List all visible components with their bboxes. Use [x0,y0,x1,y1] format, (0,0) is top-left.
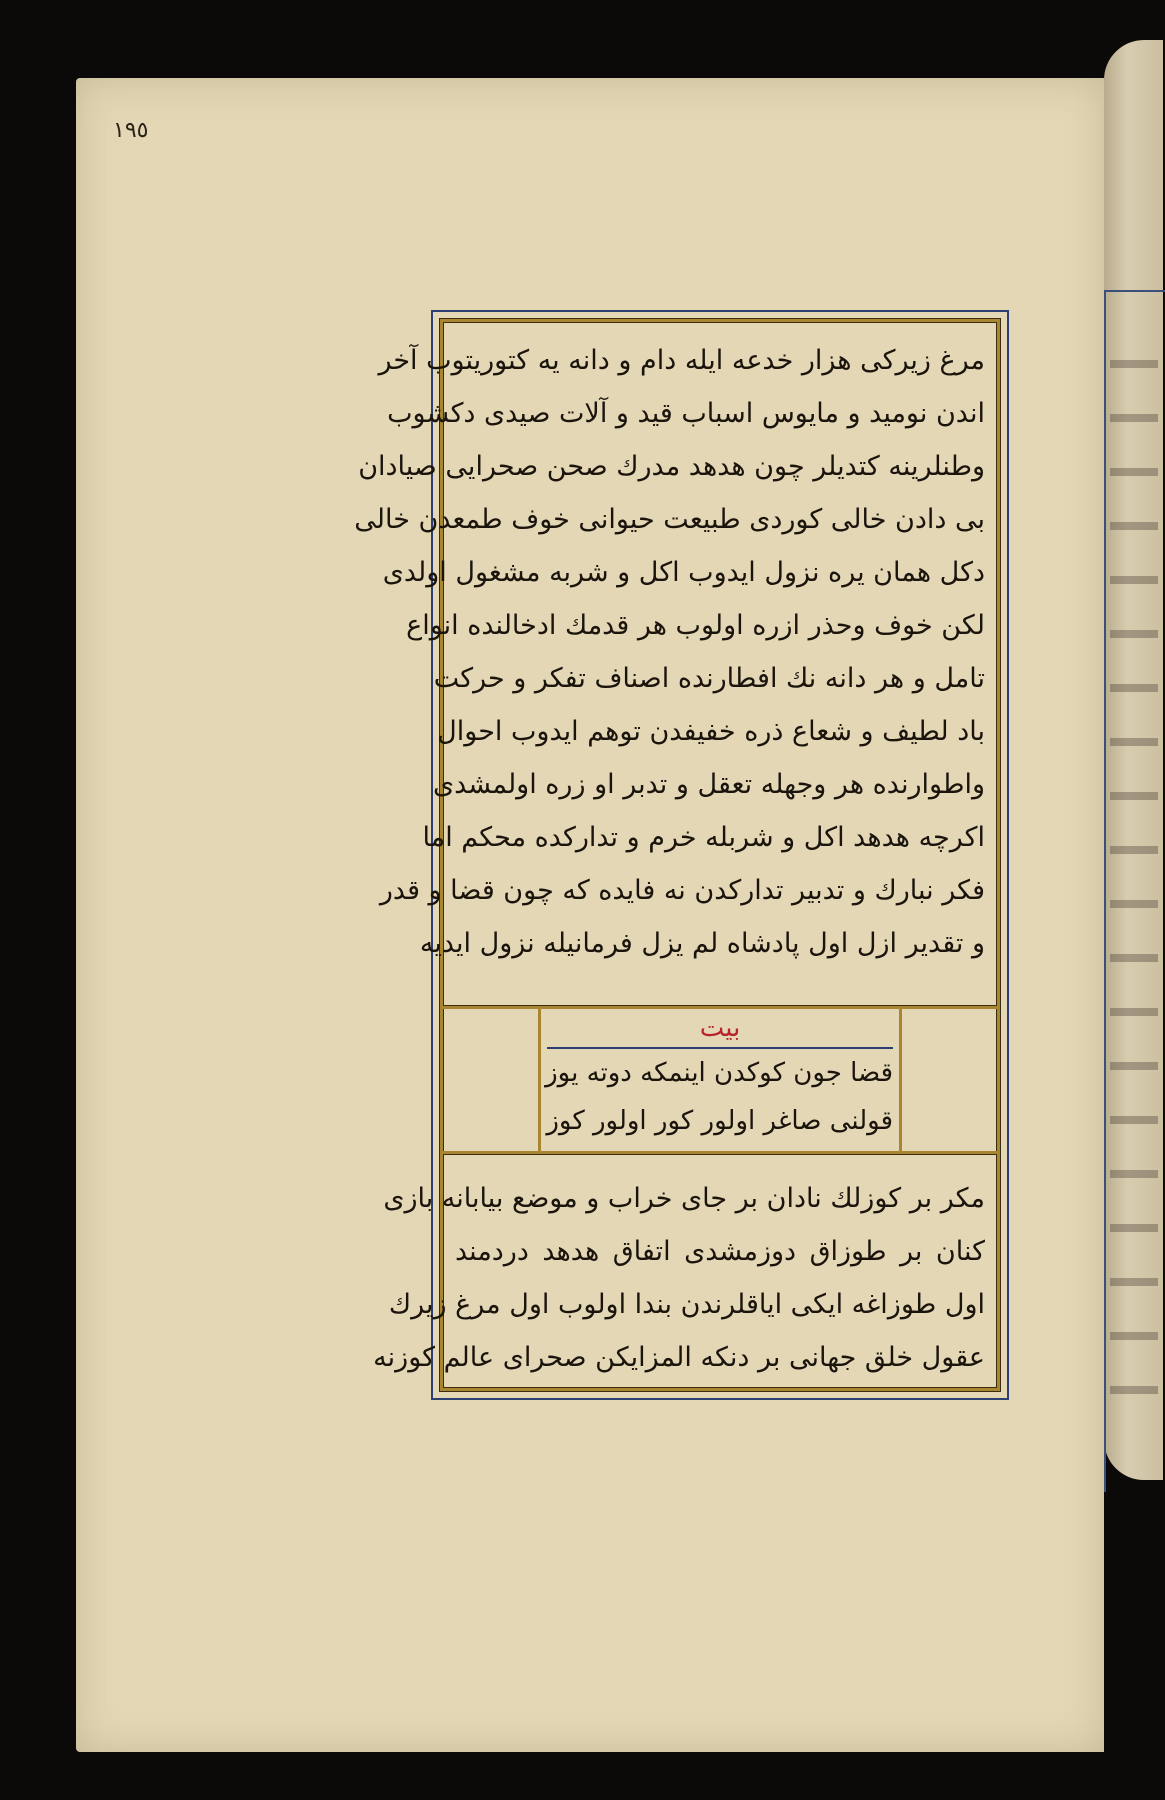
prose-line: و تقدیر ازل اول پادشاه لم یزل فرمانیله نزول ایدیه [419,928,985,959]
prose-line: مرغ زیرکی هزار خدعه ایله دام و دانه یه کتوریتوب آخر [378,345,985,376]
verse-line: قضا جون کوکدن اینمکه دوته یوز [545,1058,893,1088]
prose-line: دکل همان یره نزول ایدوب اکل و شربه مشغول اولدی [382,557,985,588]
prose-bottom [373,1172,985,1394]
verse-lines [547,1047,893,1147]
prose-line: واطوارنده هر وجهله تعقل و تدبر او زره اولمشدی [432,769,985,800]
verse-band [443,1006,997,1154]
verse-line: قولنی صاغر اولور کور اولور کوز [546,1106,893,1136]
prose-line: عقول خلق جهانی بر دنکه المزایکن صحرای عالم کوزنه [373,1342,985,1373]
prose-line: اندن نومید و مایوس اسباب قید و آلات صیدی دکشوب [387,398,985,429]
prose-line: مکر بر کوزلك نادان بر جای خراب و موضع بیابانه بازی [383,1183,985,1214]
prose-line: باد لطیف و شعاع ذره خفیفدن توهم ایدوب احوال [437,716,985,747]
prose-line: اول طوزاغه ایکی ایاقلرندن بندا اولوب اول مرغ زیرك [388,1289,985,1320]
prose-line: کنان بر طوزاق دوزمشدی اتفاق هدهد دردمند [455,1236,985,1267]
verse-box [538,1009,902,1151]
prose-line: اکرچه هدهد اکل و شربله خرم و تدارکده محکم اما [422,822,985,853]
folio-number: ١٩٥ [113,118,149,143]
prose-line: تامل و هر دانه نك افطارنده اصناف تفکر و حرکت [433,663,985,694]
text-frame [354,310,1009,1400]
text-frame-inner [354,319,1000,1391]
prose-line: بی دادن خالی کوردی طبیعت حیوانی خوف طمعدن خالی [354,504,985,535]
prose-line: وطنلرینه کتدیلر چون هدهد مدرك صحن صحرایی صیادان [358,451,985,482]
prose-line: لکن خوف وحذر ازره اولوب هر قدمك ادخالنده انواع [406,610,985,641]
verse-heading: بیت [699,1013,741,1043]
facing-page-text [1110,330,1158,1430]
facing-page-edge [1104,40,1163,1480]
prose-line: فکر نبارك و تدبیر تدارکدن نه فایده که چون قضا و قدر [379,875,985,906]
prose-top [354,334,985,974]
